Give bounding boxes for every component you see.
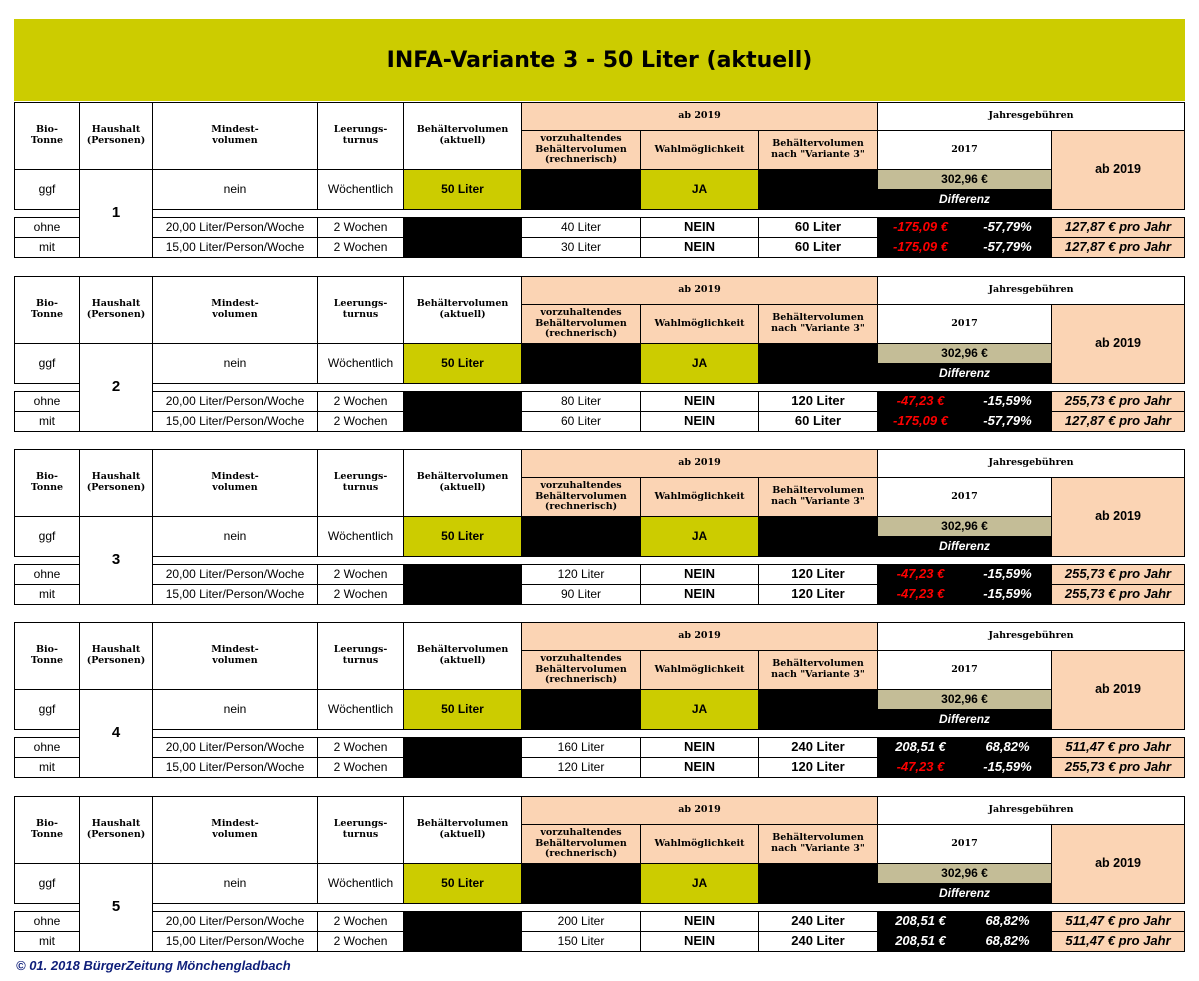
- cell-leerungsturnus: Wöchentlich: [317, 343, 404, 384]
- header-behaeltervolumen-aktuell: Behältervolumen (aktuell): [403, 796, 522, 864]
- cell-variante-empty: [758, 689, 878, 730]
- header-mindestvolumen: Mindest- volumen: [152, 102, 318, 170]
- row-behaeltervolumen-empty: [403, 217, 522, 238]
- cell-variante-empty: [758, 169, 878, 210]
- header-mindestvolumen: Mindest- volumen: [152, 449, 318, 517]
- row-vorzuhaltendes: 120 Liter: [521, 564, 641, 585]
- fee-table-block: [14, 449, 1185, 605]
- header-mindestvolumen: Mindest- volumen: [152, 796, 318, 864]
- header-year-2017: 2017: [877, 824, 1052, 865]
- cell-leerungsturnus: Wöchentlich: [317, 689, 404, 730]
- row-wahlmoeglichkeit: NEIN: [640, 237, 759, 258]
- row-vorzuhaltendes: 40 Liter: [521, 217, 641, 238]
- header-vorzuhaltendes-volumen: vorzuhaltendes Behältervolumen (rechnerisch): [521, 650, 641, 690]
- header-fee-ab-2019: ab 2019: [1051, 130, 1185, 210]
- header-ab-2019: ab 2019: [521, 276, 878, 305]
- cell-fee-2017: 302,96 €: [877, 169, 1052, 190]
- cell-mindestvolumen: nein: [152, 343, 318, 384]
- row-behaeltervolumen-empty: [403, 911, 522, 932]
- header-wahlmoeglichkeit: Wahlmöglichkeit: [640, 304, 759, 344]
- row-fee-ab-2019: 255,73 € pro Jahr: [1051, 584, 1185, 605]
- header-year-2017: 2017: [877, 130, 1052, 171]
- row-mindestvolumen: 20,00 Liter/Person/Woche: [152, 911, 318, 932]
- row-bio-tonne: ohne: [14, 564, 80, 585]
- cell-bio-tonne: ggf: [14, 343, 80, 384]
- cell-household-persons: 5: [79, 863, 153, 952]
- row-fee-ab-2019: 255,73 € pro Jahr: [1051, 757, 1185, 778]
- row-behaeltervolumen-variante: 240 Liter: [758, 911, 878, 932]
- header-jahresgebuehren: Jahresgebühren: [877, 796, 1185, 825]
- row-difference-amount: -47,23 €: [877, 584, 964, 605]
- row-behaeltervolumen-empty: [403, 564, 522, 585]
- row-mindestvolumen: 15,00 Liter/Person/Woche: [152, 584, 318, 605]
- cell-leerungsturnus: Wöchentlich: [317, 516, 404, 557]
- row-behaeltervolumen-variante: 120 Liter: [758, 391, 878, 412]
- header-bio-tonne: Bio- Tonne: [14, 102, 80, 170]
- row-difference-percent: 68,82%: [963, 931, 1052, 952]
- header-vorzuhaltendes-volumen: vorzuhaltendes Behältervolumen (rechnerisch): [521, 824, 641, 864]
- header-bio-tonne: Bio- Tonne: [14, 622, 80, 690]
- header-fee-ab-2019: ab 2019: [1051, 824, 1185, 904]
- cell-wahlmoeglichkeit: JA: [640, 689, 759, 730]
- header-fee-ab-2019: ab 2019: [1051, 304, 1185, 384]
- cell-mindestvolumen: nein: [152, 516, 318, 557]
- cell-household-persons: 1: [79, 169, 153, 258]
- header-haushalt: Haushalt (Personen): [79, 102, 153, 170]
- row-wahlmoeglichkeit: NEIN: [640, 931, 759, 952]
- row-behaeltervolumen-empty: [403, 391, 522, 412]
- row-difference-amount: -175,09 €: [877, 217, 964, 238]
- header-behaeltervolumen-aktuell: Behältervolumen (aktuell): [403, 622, 522, 690]
- row-difference-amount: 208,51 €: [877, 931, 964, 952]
- cell-wahlmoeglichkeit: JA: [640, 863, 759, 904]
- header-vorzuhaltendes-volumen: vorzuhaltendes Behältervolumen (rechnerisch): [521, 130, 641, 170]
- row-bio-tonne: mit: [14, 584, 80, 605]
- cell-leerungsturnus: Wöchentlich: [317, 169, 404, 210]
- row-wahlmoeglichkeit: NEIN: [640, 564, 759, 585]
- header-behaeltervolumen-aktuell: Behältervolumen (aktuell): [403, 449, 522, 517]
- row-bio-tonne: mit: [14, 237, 80, 258]
- cell-behaeltervolumen-aktuell: 50 Liter: [403, 169, 522, 210]
- cell-behaeltervolumen-aktuell: 50 Liter: [403, 516, 522, 557]
- row-difference-amount: -47,23 €: [877, 757, 964, 778]
- row-vorzuhaltendes: 150 Liter: [521, 931, 641, 952]
- header-behaeltervolumen-variante: Behältervolumen nach "Variante 3": [758, 130, 878, 170]
- row-mindestvolumen: 15,00 Liter/Person/Woche: [152, 411, 318, 432]
- row-difference-percent: 68,82%: [963, 911, 1052, 932]
- header-jahresgebuehren: Jahresgebühren: [877, 276, 1185, 305]
- header-behaeltervolumen-aktuell: Behältervolumen (aktuell): [403, 276, 522, 344]
- header-fee-ab-2019: ab 2019: [1051, 650, 1185, 730]
- row-leerungsturnus: 2 Wochen: [317, 584, 404, 605]
- row-leerungsturnus: 2 Wochen: [317, 237, 404, 258]
- header-haushalt: Haushalt (Personen): [79, 622, 153, 690]
- row-difference-amount: 208,51 €: [877, 737, 964, 758]
- cell-differenz-label: Differenz: [877, 709, 1052, 730]
- header-leerungsturnus: Leerungs- turnus: [317, 796, 404, 864]
- row-behaeltervolumen-variante: 60 Liter: [758, 217, 878, 238]
- header-ab-2019: ab 2019: [521, 449, 878, 478]
- copyright-footer: © 01. 2018 BürgerZeitung Mönchengladbach: [16, 958, 291, 973]
- row-behaeltervolumen-empty: [403, 931, 522, 952]
- row-wahlmoeglichkeit: NEIN: [640, 217, 759, 238]
- row-behaeltervolumen-empty: [403, 411, 522, 432]
- cell-fee-2017: 302,96 €: [877, 863, 1052, 884]
- cell-bio-tonne: ggf: [14, 169, 80, 210]
- row-vorzuhaltendes: 160 Liter: [521, 737, 641, 758]
- header-year-2017: 2017: [877, 650, 1052, 691]
- header-leerungsturnus: Leerungs- turnus: [317, 102, 404, 170]
- cell-behaeltervolumen-aktuell: 50 Liter: [403, 343, 522, 384]
- row-fee-ab-2019: 127,87 € pro Jahr: [1051, 411, 1185, 432]
- header-mindestvolumen: Mindest- volumen: [152, 276, 318, 344]
- row-bio-tonne: mit: [14, 931, 80, 952]
- cell-vorzuhaltendes-empty: [521, 343, 641, 384]
- page-title: INFA-Variante 3 - 50 Liter (aktuell): [14, 19, 1185, 101]
- header-wahlmoeglichkeit: Wahlmöglichkeit: [640, 477, 759, 517]
- row-difference-percent: -15,59%: [963, 391, 1052, 412]
- row-difference-amount: -47,23 €: [877, 391, 964, 412]
- row-behaeltervolumen-variante: 60 Liter: [758, 411, 878, 432]
- cell-differenz-label: Differenz: [877, 536, 1052, 557]
- cell-differenz-label: Differenz: [877, 363, 1052, 384]
- cell-differenz-label: Differenz: [877, 883, 1052, 904]
- header-wahlmoeglichkeit: Wahlmöglichkeit: [640, 130, 759, 170]
- row-difference-amount: -47,23 €: [877, 564, 964, 585]
- header-haushalt: Haushalt (Personen): [79, 449, 153, 517]
- row-bio-tonne: ohne: [14, 737, 80, 758]
- cell-fee-2017: 302,96 €: [877, 689, 1052, 710]
- row-difference-percent: 68,82%: [963, 737, 1052, 758]
- row-vorzuhaltendes: 200 Liter: [521, 911, 641, 932]
- cell-household-persons: 4: [79, 689, 153, 778]
- header-haushalt: Haushalt (Personen): [79, 796, 153, 864]
- header-behaeltervolumen-aktuell: Behältervolumen (aktuell): [403, 102, 522, 170]
- row-mindestvolumen: 15,00 Liter/Person/Woche: [152, 237, 318, 258]
- row-behaeltervolumen-empty: [403, 757, 522, 778]
- row-behaeltervolumen-empty: [403, 237, 522, 258]
- row-bio-tonne: ohne: [14, 217, 80, 238]
- header-leerungsturnus: Leerungs- turnus: [317, 276, 404, 344]
- cell-bio-tonne: ggf: [14, 689, 80, 730]
- row-leerungsturnus: 2 Wochen: [317, 931, 404, 952]
- row-bio-tonne: mit: [14, 757, 80, 778]
- header-behaeltervolumen-variante: Behältervolumen nach "Variante 3": [758, 650, 878, 690]
- row-difference-percent: -15,59%: [963, 564, 1052, 585]
- header-jahresgebuehren: Jahresgebühren: [877, 622, 1185, 651]
- row-mindestvolumen: 20,00 Liter/Person/Woche: [152, 391, 318, 412]
- header-bio-tonne: Bio- Tonne: [14, 796, 80, 864]
- row-behaeltervolumen-variante: 240 Liter: [758, 737, 878, 758]
- row-difference-amount: 208,51 €: [877, 911, 964, 932]
- cell-vorzuhaltendes-empty: [521, 689, 641, 730]
- row-behaeltervolumen-variante: 120 Liter: [758, 584, 878, 605]
- header-fee-ab-2019: ab 2019: [1051, 477, 1185, 557]
- row-fee-ab-2019: 127,87 € pro Jahr: [1051, 237, 1185, 258]
- row-bio-tonne: ohne: [14, 911, 80, 932]
- row-behaeltervolumen-variante: 120 Liter: [758, 564, 878, 585]
- row-vorzuhaltendes: 90 Liter: [521, 584, 641, 605]
- cell-wahlmoeglichkeit: JA: [640, 169, 759, 210]
- row-mindestvolumen: 15,00 Liter/Person/Woche: [152, 757, 318, 778]
- header-jahresgebuehren: Jahresgebühren: [877, 102, 1185, 131]
- cell-mindestvolumen: nein: [152, 169, 318, 210]
- cell-fee-2017: 302,96 €: [877, 343, 1052, 364]
- header-leerungsturnus: Leerungs- turnus: [317, 449, 404, 517]
- cell-vorzuhaltendes-empty: [521, 863, 641, 904]
- row-wahlmoeglichkeit: NEIN: [640, 584, 759, 605]
- header-haushalt: Haushalt (Personen): [79, 276, 153, 344]
- row-leerungsturnus: 2 Wochen: [317, 217, 404, 238]
- cell-vorzuhaltendes-empty: [521, 169, 641, 210]
- fee-table-block: [14, 796, 1185, 952]
- row-leerungsturnus: 2 Wochen: [317, 757, 404, 778]
- header-bio-tonne: Bio- Tonne: [14, 276, 80, 344]
- cell-behaeltervolumen-aktuell: 50 Liter: [403, 863, 522, 904]
- cell-mindestvolumen: nein: [152, 863, 318, 904]
- row-behaeltervolumen-variante: 60 Liter: [758, 237, 878, 258]
- row-mindestvolumen: 20,00 Liter/Person/Woche: [152, 737, 318, 758]
- header-vorzuhaltendes-volumen: vorzuhaltendes Behältervolumen (rechnerisch): [521, 477, 641, 517]
- header-jahresgebuehren: Jahresgebühren: [877, 449, 1185, 478]
- row-bio-tonne: mit: [14, 411, 80, 432]
- cell-differenz-label: Differenz: [877, 189, 1052, 210]
- row-leerungsturnus: 2 Wochen: [317, 737, 404, 758]
- cell-variante-empty: [758, 863, 878, 904]
- row-vorzuhaltendes: 80 Liter: [521, 391, 641, 412]
- row-behaeltervolumen-empty: [403, 737, 522, 758]
- cell-household-persons: 2: [79, 343, 153, 432]
- header-ab-2019: ab 2019: [521, 102, 878, 131]
- cell-bio-tonne: ggf: [14, 863, 80, 904]
- cell-wahlmoeglichkeit: JA: [640, 516, 759, 557]
- header-wahlmoeglichkeit: Wahlmöglichkeit: [640, 650, 759, 690]
- row-fee-ab-2019: 511,47 € pro Jahr: [1051, 931, 1185, 952]
- cell-variante-empty: [758, 516, 878, 557]
- header-ab-2019: ab 2019: [521, 796, 878, 825]
- fee-table-block: [14, 622, 1185, 778]
- row-leerungsturnus: 2 Wochen: [317, 911, 404, 932]
- header-bio-tonne: Bio- Tonne: [14, 449, 80, 517]
- row-fee-ab-2019: 127,87 € pro Jahr: [1051, 217, 1185, 238]
- header-ab-2019: ab 2019: [521, 622, 878, 651]
- header-vorzuhaltendes-volumen: vorzuhaltendes Behältervolumen (rechnerisch): [521, 304, 641, 344]
- cell-vorzuhaltendes-empty: [521, 516, 641, 557]
- row-leerungsturnus: 2 Wochen: [317, 564, 404, 585]
- row-difference-percent: -57,79%: [963, 217, 1052, 238]
- cell-variante-empty: [758, 343, 878, 384]
- header-year-2017: 2017: [877, 477, 1052, 518]
- row-difference-percent: -57,79%: [963, 237, 1052, 258]
- row-difference-amount: -175,09 €: [877, 237, 964, 258]
- row-difference-percent: -15,59%: [963, 757, 1052, 778]
- row-wahlmoeglichkeit: NEIN: [640, 757, 759, 778]
- cell-household-persons: 3: [79, 516, 153, 605]
- header-leerungsturnus: Leerungs- turnus: [317, 622, 404, 690]
- cell-fee-2017: 302,96 €: [877, 516, 1052, 537]
- header-behaeltervolumen-variante: Behältervolumen nach "Variante 3": [758, 477, 878, 517]
- row-fee-ab-2019: 511,47 € pro Jahr: [1051, 911, 1185, 932]
- header-year-2017: 2017: [877, 304, 1052, 345]
- cell-bio-tonne: ggf: [14, 516, 80, 557]
- row-difference-percent: -15,59%: [963, 584, 1052, 605]
- row-behaeltervolumen-variante: 240 Liter: [758, 931, 878, 952]
- row-wahlmoeglichkeit: NEIN: [640, 411, 759, 432]
- row-wahlmoeglichkeit: NEIN: [640, 911, 759, 932]
- row-fee-ab-2019: 255,73 € pro Jahr: [1051, 564, 1185, 585]
- fee-table-block: [14, 102, 1185, 258]
- header-wahlmoeglichkeit: Wahlmöglichkeit: [640, 824, 759, 864]
- row-leerungsturnus: 2 Wochen: [317, 411, 404, 432]
- row-mindestvolumen: 15,00 Liter/Person/Woche: [152, 931, 318, 952]
- row-vorzuhaltendes: 60 Liter: [521, 411, 641, 432]
- row-vorzuhaltendes: 30 Liter: [521, 237, 641, 258]
- row-bio-tonne: ohne: [14, 391, 80, 412]
- row-mindestvolumen: 20,00 Liter/Person/Woche: [152, 564, 318, 585]
- fee-table-block: [14, 276, 1185, 432]
- row-difference-percent: -57,79%: [963, 411, 1052, 432]
- cell-mindestvolumen: nein: [152, 689, 318, 730]
- row-mindestvolumen: 20,00 Liter/Person/Woche: [152, 217, 318, 238]
- cell-leerungsturnus: Wöchentlich: [317, 863, 404, 904]
- row-vorzuhaltendes: 120 Liter: [521, 757, 641, 778]
- header-behaeltervolumen-variante: Behältervolumen nach "Variante 3": [758, 304, 878, 344]
- row-leerungsturnus: 2 Wochen: [317, 391, 404, 412]
- row-difference-amount: -175,09 €: [877, 411, 964, 432]
- row-fee-ab-2019: 255,73 € pro Jahr: [1051, 391, 1185, 412]
- row-behaeltervolumen-empty: [403, 584, 522, 605]
- row-wahlmoeglichkeit: NEIN: [640, 737, 759, 758]
- cell-behaeltervolumen-aktuell: 50 Liter: [403, 689, 522, 730]
- row-fee-ab-2019: 511,47 € pro Jahr: [1051, 737, 1185, 758]
- row-wahlmoeglichkeit: NEIN: [640, 391, 759, 412]
- header-mindestvolumen: Mindest- volumen: [152, 622, 318, 690]
- cell-wahlmoeglichkeit: JA: [640, 343, 759, 384]
- header-behaeltervolumen-variante: Behältervolumen nach "Variante 3": [758, 824, 878, 864]
- row-behaeltervolumen-variante: 120 Liter: [758, 757, 878, 778]
